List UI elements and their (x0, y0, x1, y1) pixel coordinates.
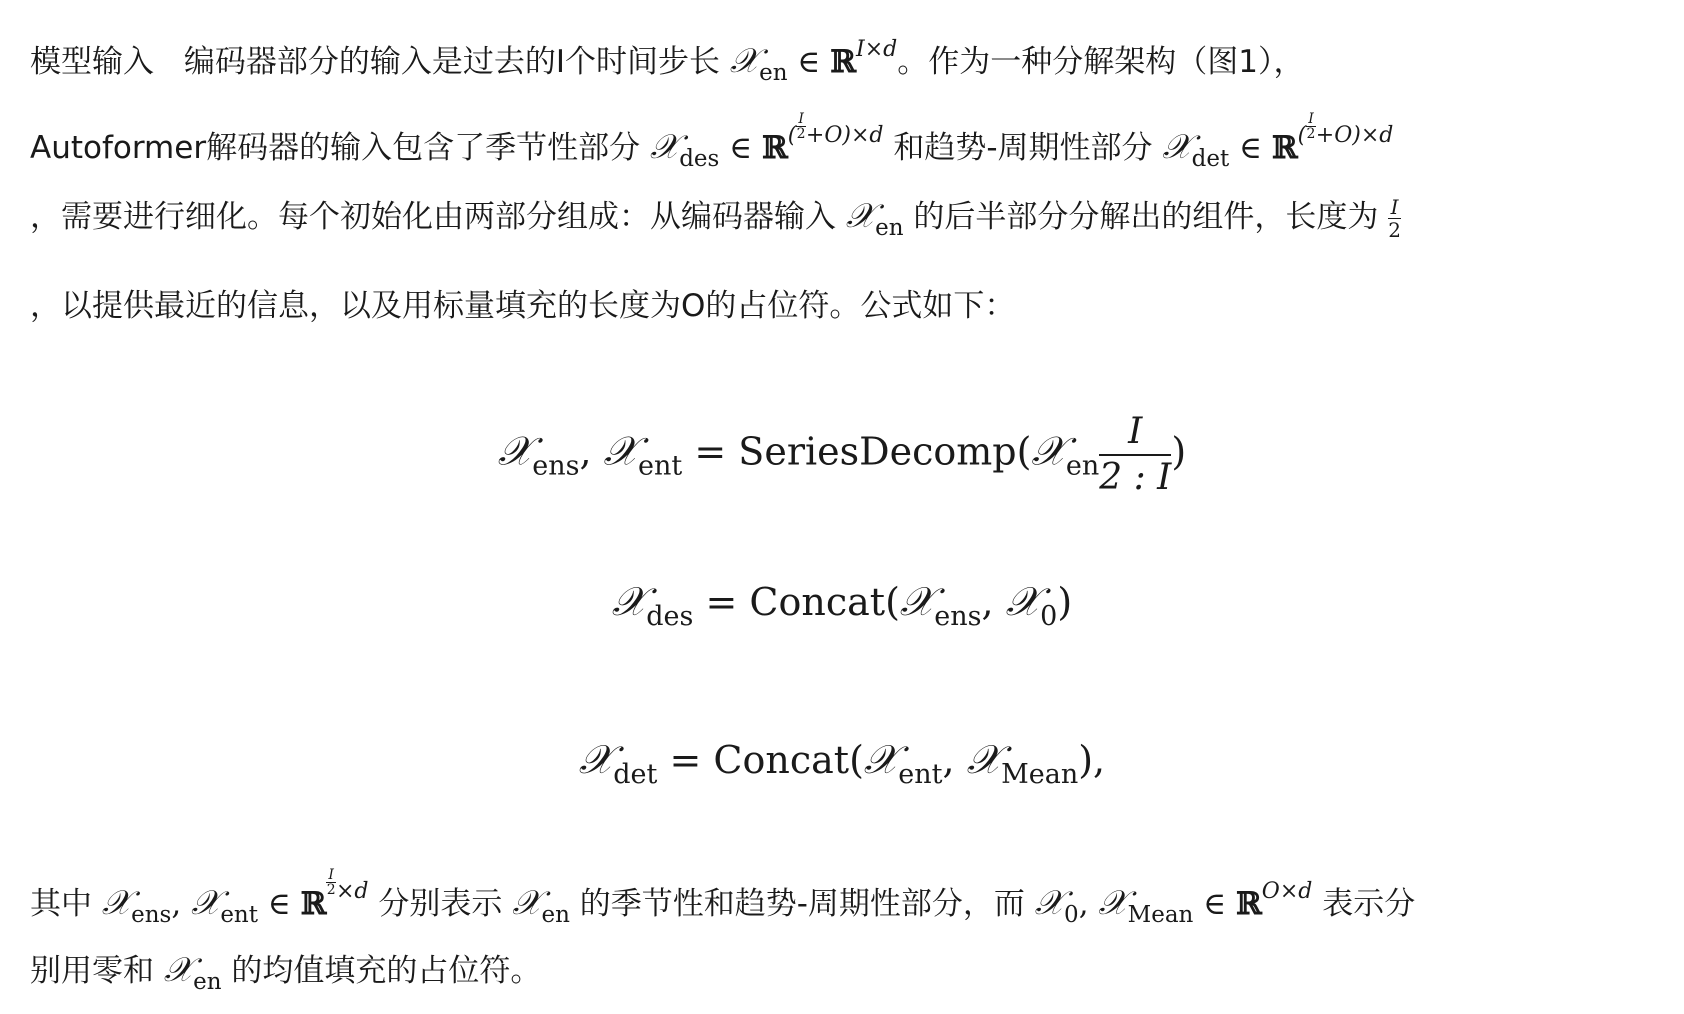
text: ，以提供最近的信息，以及用标量填充的长度为O的占位符。公式如下： (30, 288, 1016, 324)
function-name: Concat (713, 738, 850, 782)
paragraph-line-3 (30, 196, 1401, 248)
text: 别用零和 (30, 953, 154, 989)
math-frac-i-2: $\frac{I}{2}$ (1388, 195, 1401, 242)
math-x-en: 𝒳$_{en}$ (512, 883, 570, 928)
text: 编码器部分的输入是过去的I个时间步长 (183, 44, 721, 80)
paragraph-line-2 (30, 112, 1393, 179)
text: 的均值填充的占位符。 (231, 953, 542, 989)
paragraph-line-6 (30, 950, 541, 1002)
text: 。作为一种分解架构（图1）， (897, 44, 1305, 80)
fraction: $\frac{I}{2 : I}$ (1099, 411, 1172, 498)
paragraph-line-1 (30, 30, 1304, 93)
text: ，需要进行细化。每个初始化由两部分组成：从编码器输入 (30, 199, 836, 235)
math-x-ens-ent-domain: 𝒳$_{ens}$, 𝒳$_{ent}$ ∈ ℝ $^{\frac{I}{2} \times d}$ (101, 867, 369, 928)
text: 其中 (30, 886, 92, 922)
text: 表示分 (1322, 886, 1416, 922)
math-x-des-domain: 𝒳$_{des}$ ∈ ℝ$^{( \frac{I}{2} +O)\times d}$ (649, 111, 884, 172)
math-x-en-domain: 𝒳$_{en}$ ∈ ℝ$^{I\times d}$ (729, 37, 898, 86)
text: 和趋势-周期性部分 (893, 130, 1153, 166)
math-x-det-domain: 𝒳$_{det}$ ∈ ℝ$^{( \frac{I}{2} +O)\times d}$ (1162, 111, 1394, 172)
section-heading: 模型输入 (30, 44, 154, 80)
function-name: SeriesDecomp (738, 429, 1017, 474)
equation-1: 𝒳$_{ens}$, 𝒳$_{ent}$ = SeriesDecomp(𝒳$_{en}$ $\frac{I}{2 : I}$ ) (497, 411, 1187, 498)
paragraph-line-5 (30, 868, 1415, 935)
math-x-0-mean-domain: 𝒳$_0$, 𝒳$_{Mean}$ ∈ ℝ$^{O\times d}$ (1034, 879, 1313, 928)
text: 的季节性和趋势-周期性部分，而 (579, 886, 1025, 922)
math-x-en: 𝒳$_{en}$ (845, 196, 904, 241)
text: 分别表示 (378, 886, 503, 922)
math-x-en: 𝒳$_{en}$ (163, 950, 222, 995)
text: Autoformer解码器的输入包含了季节性部分 (30, 130, 641, 166)
text: 的后半部分分解出的组件，长度为 (913, 199, 1379, 235)
function-name: Concat (749, 580, 886, 624)
equation-2: 𝒳$_{des}$ = Concat(𝒳$_{ens}$, 𝒳$_0$) (611, 579, 1073, 632)
paragraph-line-4 (30, 286, 1015, 326)
equation-3: 𝒳$_{det}$ = Concat(𝒳$_{ent}$, 𝒳$_{Mean}$), (578, 737, 1106, 790)
